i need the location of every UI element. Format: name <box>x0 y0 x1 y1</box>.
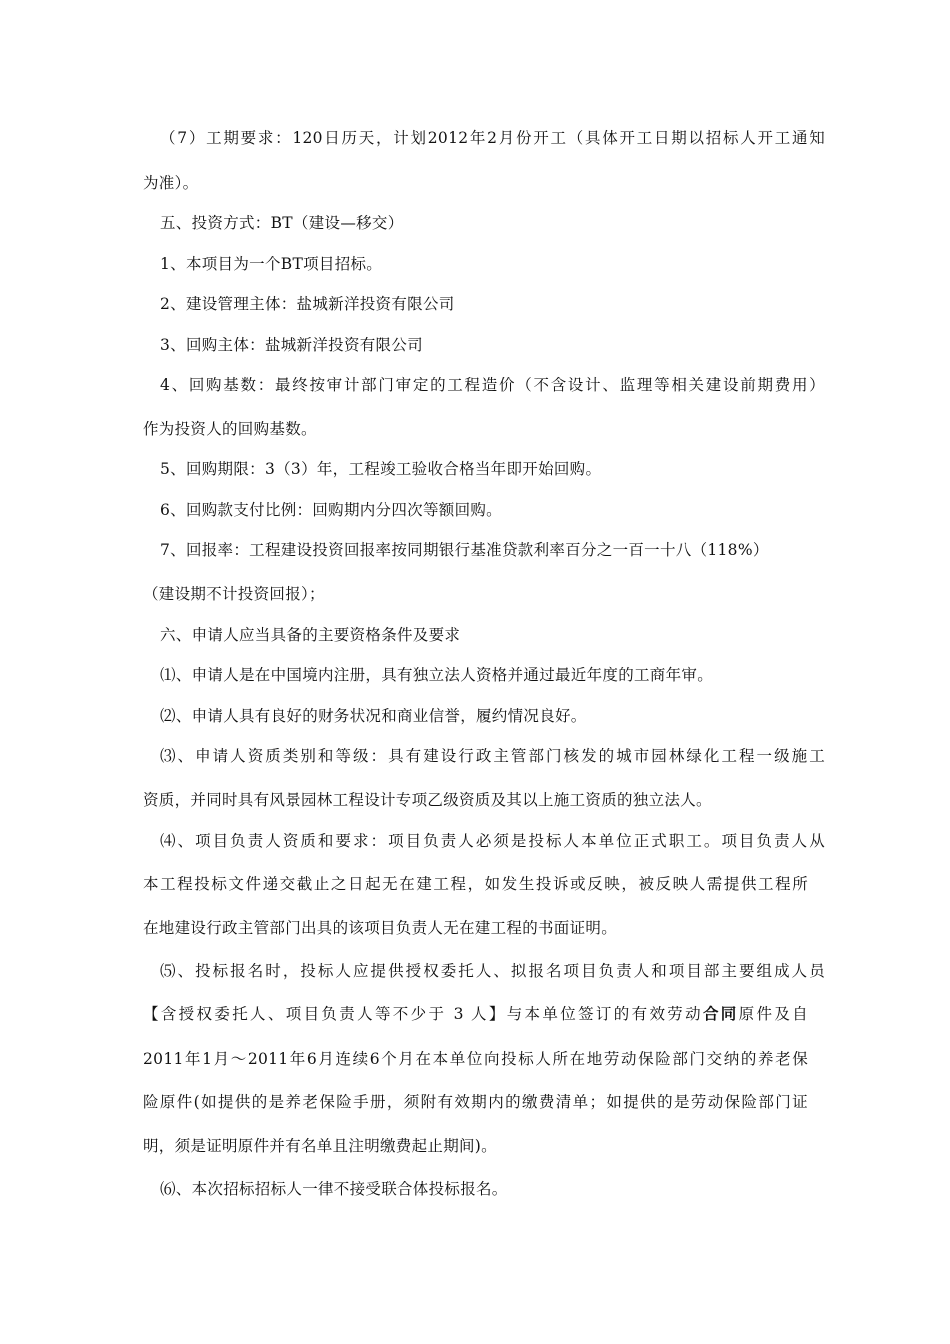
paragraph-line <box>143 1004 808 1024</box>
paragraph-line: （7）工期要求：120日历天，计划2012年2月份开工（具体开工日期以招标人开工通知 <box>160 129 825 147</box>
paragraph-line: 3、回购主体：盐城新洋投资有限公司 <box>160 336 423 354</box>
section-heading: 五、投资方式：BT（建设—移交） <box>160 214 404 232</box>
paragraph-line: 明，须是证明原件并有名单且注明缴费起止期间)。 <box>143 1137 497 1155</box>
paragraph-line: ⑸、投标报名时，投标人应提供授权委托人、拟报名项目负责人和项目部主要组成人员 <box>160 962 825 980</box>
paragraph-line: 7、回报率：工程建设投资回报率按同期银行基准贷款利率百分之一百一十八（118%） <box>160 541 769 559</box>
paragraph-line: ⑶、申请人资质类别和等级：具有建设行政主管部门核发的城市园林绿化工程一级施工 <box>160 747 825 765</box>
paragraph-line: 4、回购基数：最终按审计部门审定的工程造价（不含设计、监理等相关建设前期费用） <box>160 376 825 394</box>
paragraph-line: ⑴、申请人是在中国境内注册，具有独立法人资格并通过最近年度的工商年审。 <box>160 666 714 684</box>
paragraph-line: 2、建设管理主体：盐城新洋投资有限公司 <box>160 295 455 313</box>
line-segment: 【含授权委托人、项目负责人等不少于 3 人】与本单位签订的有效劳动 <box>143 1005 703 1023</box>
paragraph-line: ⑵、申请人具有良好的财务状况和商业信誉，履约情况良好。 <box>160 707 587 725</box>
paragraph-line: 6、回购款支付比例：回购期内分四次等额回购。 <box>160 501 502 519</box>
paragraph-line: （建设期不计投资回报）； <box>143 585 325 603</box>
paragraph-line: 作为投资人的回购基数。 <box>143 420 317 438</box>
paragraph-line: 为准）。 <box>143 174 199 192</box>
paragraph-line: 在地建设行政主管部门出具的该项目负责人无在建工程的书面证明。 <box>143 919 618 937</box>
bold-term: 合同 <box>702 1004 739 1023</box>
paragraph-line: 资质，并同时具有风景园林工程设计专项乙级资质及其以上施工资质的独立法人。 <box>143 791 712 809</box>
line-segment: 原件及自 <box>738 1005 808 1023</box>
paragraph-line: ⑹、本次招标招标人一律不接受联合体投标报名。 <box>160 1180 508 1198</box>
paragraph-line: ⑷、项目负责人资质和要求：项目负责人必须是投标人本单位正式职工。项目负责人从 <box>160 832 825 850</box>
paragraph-line: 险原件(如提供的是养老保险手册，须附有效期内的缴费清单；如提供的是劳动保险部门证 <box>143 1093 808 1111</box>
paragraph-line: 5、回购期限：3（3）年，工程竣工验收合格当年即开始回购。 <box>160 460 602 478</box>
paragraph-line: 1、本项目为一个BT项目招标。 <box>160 255 383 273</box>
paragraph-line: 2011年1月～2011年6月连续6个月在本单位向投标人所在地劳动保险部门交纳的养老保 <box>143 1050 808 1068</box>
section-heading: 六、申请人应当具备的主要资格条件及要求 <box>160 626 461 644</box>
paragraph-line: 本工程投标文件递交截止之日起无在建工程，如发生投诉或反映，被反映人需提供工程所 <box>143 875 808 893</box>
